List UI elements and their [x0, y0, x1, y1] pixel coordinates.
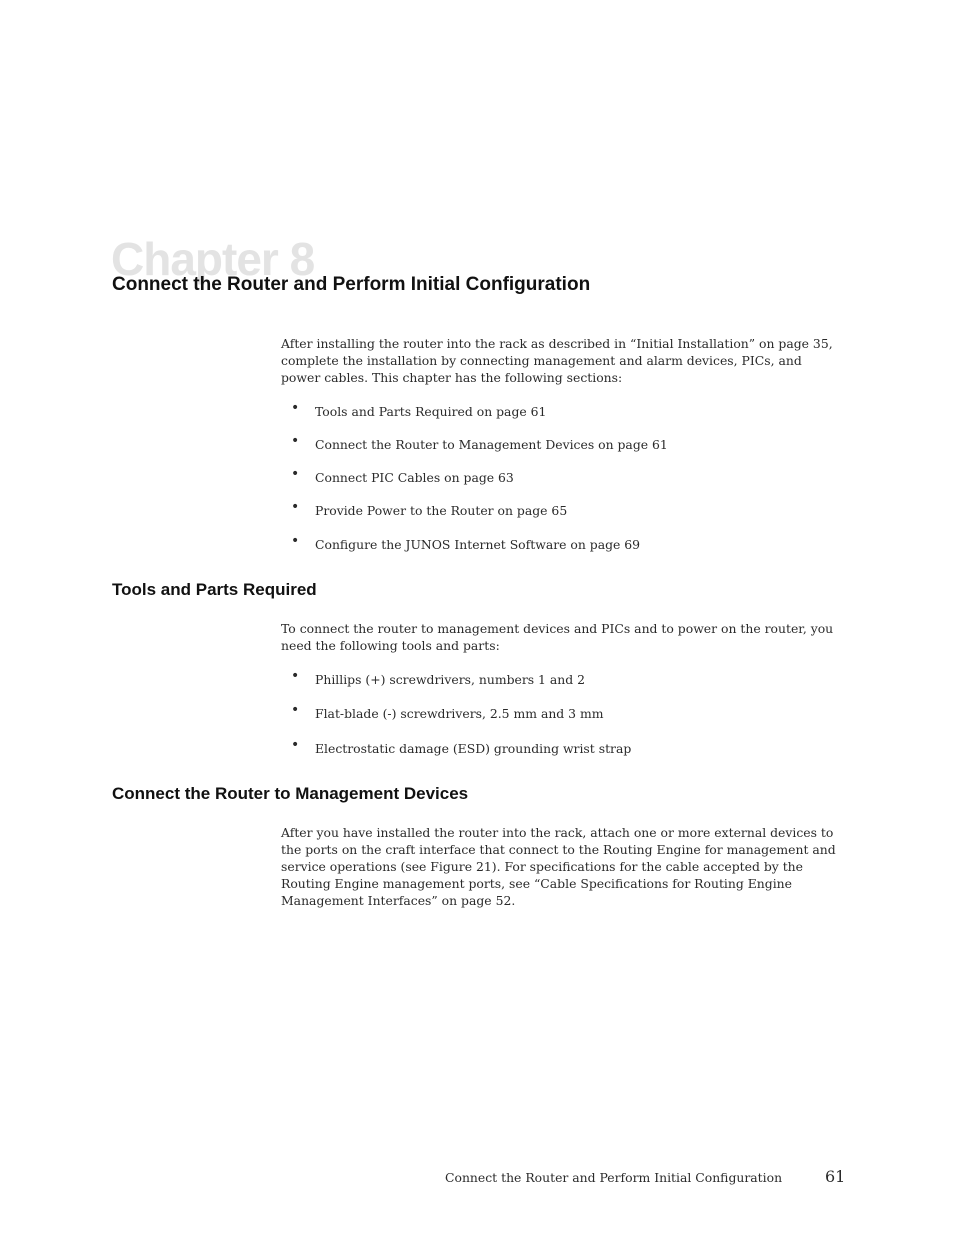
list-item[interactable]	[281, 400, 668, 420]
bullet-icon: •	[291, 702, 300, 718]
section-heading-management: Connect the Router to Management Devices	[112, 784, 469, 803]
list-item	[281, 737, 632, 757]
list-item[interactable]	[281, 433, 668, 453]
page-number: 61	[825, 1167, 846, 1186]
list-item-text: Configure the JUNOS Internet Software on page 69	[315, 537, 641, 552]
tools-paragraph: To connect the router to management devices and PICs and to power on the router, you need the following tools and parts:	[281, 621, 834, 653]
bullet-icon: •	[291, 433, 300, 449]
list-item-text: Phillips (+) screwdrivers, numbers 1 and 2	[315, 672, 585, 687]
list-item-text: Tools and Parts Required on page 61	[315, 404, 547, 419]
list-item[interactable]	[281, 466, 668, 486]
bullet-icon: •	[291, 400, 300, 416]
list-item[interactable]	[281, 499, 668, 519]
list-item[interactable]	[281, 533, 668, 553]
bullet-icon: •	[291, 668, 300, 684]
section-list	[281, 400, 668, 553]
section-heading-tools: Tools and Parts Required	[112, 580, 317, 599]
list-item-text: Connect PIC Cables on page 63	[315, 470, 514, 485]
list-item	[281, 702, 631, 722]
list-item-text: Provide Power to the Router on page 65	[315, 503, 568, 518]
chapter-label: Chapter 8	[111, 233, 315, 285]
list-item-text: Connect the Router to Management Devices on page 61	[315, 437, 668, 452]
tools-list	[281, 668, 632, 757]
list-item-text: Electrostatic damage (ESD) grounding wrist strap	[315, 741, 632, 756]
list-item-text: Flat-blade (-) screwdrivers, 2.5 mm and 3 mm	[315, 706, 604, 721]
bullet-icon: •	[291, 737, 300, 753]
list-item	[281, 668, 631, 688]
bullet-icon: •	[291, 533, 300, 549]
footer-title: Connect the Router and Perform Initial Configuration	[445, 1170, 783, 1185]
bullet-icon: •	[291, 499, 300, 515]
intro-paragraph: After installing the router into the rack as described in “Initial Installation” on page 35, complete the installation by connecting management and alarm devices, PICs, and power cables. This chapter has the following sections:	[281, 336, 833, 385]
bullet-icon: •	[291, 466, 300, 482]
chapter-title: Connect the Router and Perform Initial Configuration	[112, 274, 591, 295]
management-paragraph: After you have installed the router into the rack, attach one or more external devices to the ports on the craft interface that connect to the Routing Engine for management and service operations (see Figure 21). For specifications for the cable accepted by the Routing Engine management ports, see “Cable Specifications for Routing Engine Management Interfaces” on page 52.	[281, 825, 836, 908]
